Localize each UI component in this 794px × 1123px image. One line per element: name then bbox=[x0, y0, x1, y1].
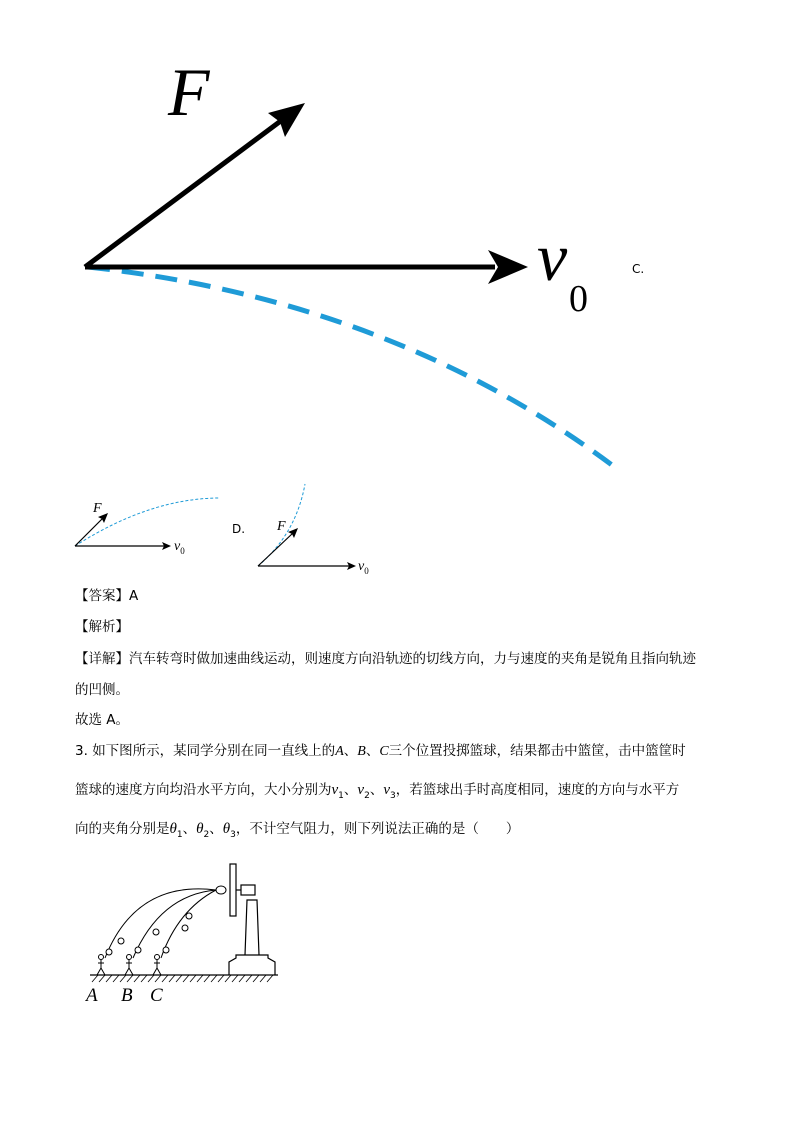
big-velocity-subscript: 0 bbox=[569, 278, 588, 320]
small-left-velocity-label: $v_0$ bbox=[174, 539, 185, 556]
backboard bbox=[230, 864, 236, 916]
question3-line-1: 3. 如下图所示，某同学分别在同一直线上的A、B、C三个位置投掷篮球，结果都击中篮筐，击中篮筐时 bbox=[75, 743, 686, 759]
option-c-label: C. bbox=[632, 262, 645, 276]
ball-trajectories bbox=[105, 889, 216, 958]
option-d-velocity-label: $v_0$ bbox=[358, 559, 369, 576]
question3-line-2: 篮球的速度方向均沿水平方向，大小分别为$v_1$、$v_2$、$v_3$，若篮球出手时高度相同，速度的方向与水平方 bbox=[75, 782, 680, 801]
answer-value: A bbox=[129, 588, 139, 604]
detail-line-1: 【详解】汽车转弯时做加速曲线运动，则速度方向沿轨迹的切线方向，力与速度的夹角是锐角且指向轨迹 bbox=[75, 651, 696, 667]
detail-label: 【详解】 bbox=[75, 651, 129, 667]
question3-number: 3. bbox=[75, 743, 88, 759]
option-d-label: D. bbox=[232, 522, 246, 536]
big-velocity-label: v bbox=[537, 219, 568, 295]
big-force-label: F bbox=[168, 54, 210, 130]
ball-positions bbox=[106, 913, 192, 955]
position-label-a: A bbox=[86, 985, 98, 1006]
position-label-b: B bbox=[121, 985, 133, 1006]
position-label-c: C bbox=[150, 985, 163, 1006]
ground-hatching bbox=[92, 975, 273, 982]
answer-label: 【答案】 bbox=[75, 588, 129, 604]
small-left-force-label: F bbox=[93, 501, 102, 516]
basketball-at-hoop bbox=[216, 886, 226, 894]
option-d-force-label: F bbox=[277, 519, 286, 534]
conclusion-line: 故选 A。 bbox=[75, 712, 130, 728]
thrower-figures bbox=[97, 955, 161, 976]
question3-line-3: 向的夹角分别是$\theta_1$、$\theta_2$、$\theta_3$，不计空气阻力，则下列说法正确的是（ ） bbox=[75, 821, 520, 840]
analysis-label: 【解析】 bbox=[75, 619, 129, 635]
detail-line-2: 的凹侧。 bbox=[75, 682, 129, 698]
